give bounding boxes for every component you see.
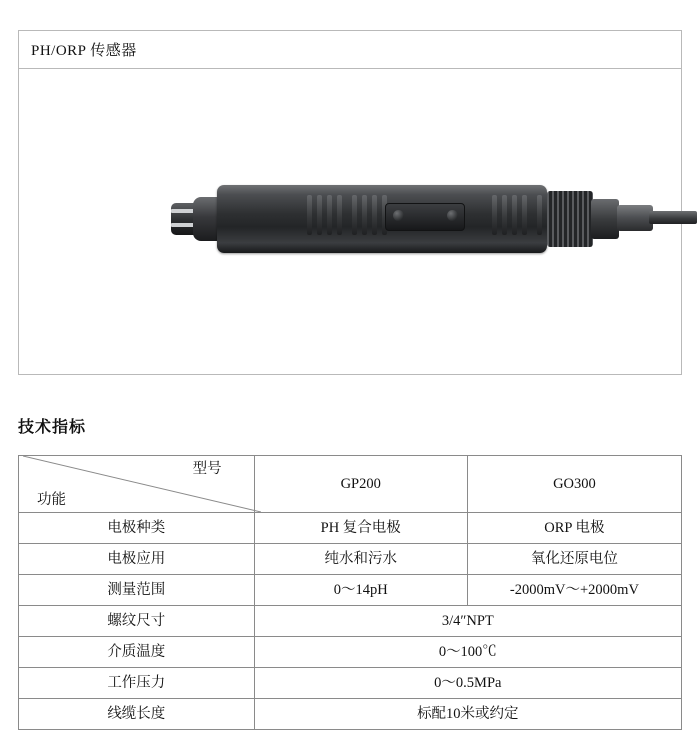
- table-row: [19, 637, 682, 668]
- corner-function-label: 功能: [37, 491, 66, 508]
- product-panel: [18, 30, 682, 375]
- product-image-area: [19, 69, 681, 374]
- table-row: [19, 699, 682, 730]
- sensor-cable: [649, 211, 697, 224]
- sensor-thread-right: [547, 191, 593, 247]
- row-label-measuring-range: 测量范围: [19, 575, 255, 606]
- sensor-vent-group-3: [492, 195, 527, 235]
- sensor-vent-slot: [352, 195, 357, 235]
- table-row: [19, 606, 682, 637]
- sensor-vent-group-2: [352, 195, 387, 235]
- cell-electrode-application-go300: 氧化还原电位: [467, 544, 681, 575]
- sensor-vent-slot: [307, 195, 312, 235]
- cell-medium-temperature-value: 0～100℃: [254, 637, 681, 668]
- column-header-go300: GO300: [467, 456, 681, 513]
- cell-measuring-range-go300: -2000mV～+2000mV: [467, 575, 681, 606]
- sensor-vent-slot: [317, 195, 322, 235]
- row-label-electrode-type: 电极种类: [19, 513, 255, 544]
- sensor-vent-slot: [512, 195, 517, 235]
- sensor-vent-slot: [337, 195, 342, 235]
- cell-working-pressure-value: 0～0.5MPa: [254, 668, 681, 699]
- table-header-row: [19, 456, 682, 513]
- product-title: PH/ORP 传感器: [31, 43, 137, 59]
- cell-measuring-range-gp200: 0～14pH: [254, 575, 467, 606]
- row-label-medium-temperature: 介质温度: [19, 637, 255, 668]
- table-row: [19, 575, 682, 606]
- sensor-vent-group-1: [307, 195, 342, 235]
- row-label-electrode-application: 电极应用: [19, 544, 255, 575]
- sensor-screw-right: [447, 210, 458, 221]
- sensor-vent-slot: [372, 195, 377, 235]
- cell-thread-size-value: 3/4″NPT: [254, 606, 681, 637]
- sensor-screw-left: [393, 210, 404, 221]
- sensor-vent-slot: [537, 195, 542, 235]
- row-label-cable-length: 线缆长度: [19, 699, 255, 730]
- sensor-nut: [591, 199, 619, 239]
- row-label-thread-size: 螺纹尺寸: [19, 606, 255, 637]
- product-title-bar: [19, 31, 681, 69]
- sensor-vent-slot: [492, 195, 497, 235]
- table-row: [19, 668, 682, 699]
- sensor-vent-slot: [327, 195, 332, 235]
- cell-electrode-application-gp200: 纯水和污水: [254, 544, 467, 575]
- table-corner-cell: [19, 456, 255, 513]
- sensor-vent-slot: [522, 195, 527, 235]
- table-row: [19, 513, 682, 544]
- column-header-gp200: GP200: [254, 456, 467, 513]
- cell-electrode-type-go300: ORP 电极: [467, 513, 681, 544]
- row-label-working-pressure: 工作压力: [19, 668, 255, 699]
- table-row: [19, 544, 682, 575]
- ph-orp-sensor-image: [97, 177, 617, 269]
- sensor-vent-slot: [362, 195, 367, 235]
- sensor-vent-slot: [502, 195, 507, 235]
- cell-electrode-type-gp200: PH 复合电极: [254, 513, 467, 544]
- sensor-cable-gland: [617, 205, 653, 231]
- corner-model-label: 型号: [192, 461, 222, 477]
- cell-cable-length-value: 标配10米或约定: [254, 699, 681, 730]
- spec-table: [18, 455, 682, 730]
- spec-heading: 技术指标: [18, 419, 87, 436]
